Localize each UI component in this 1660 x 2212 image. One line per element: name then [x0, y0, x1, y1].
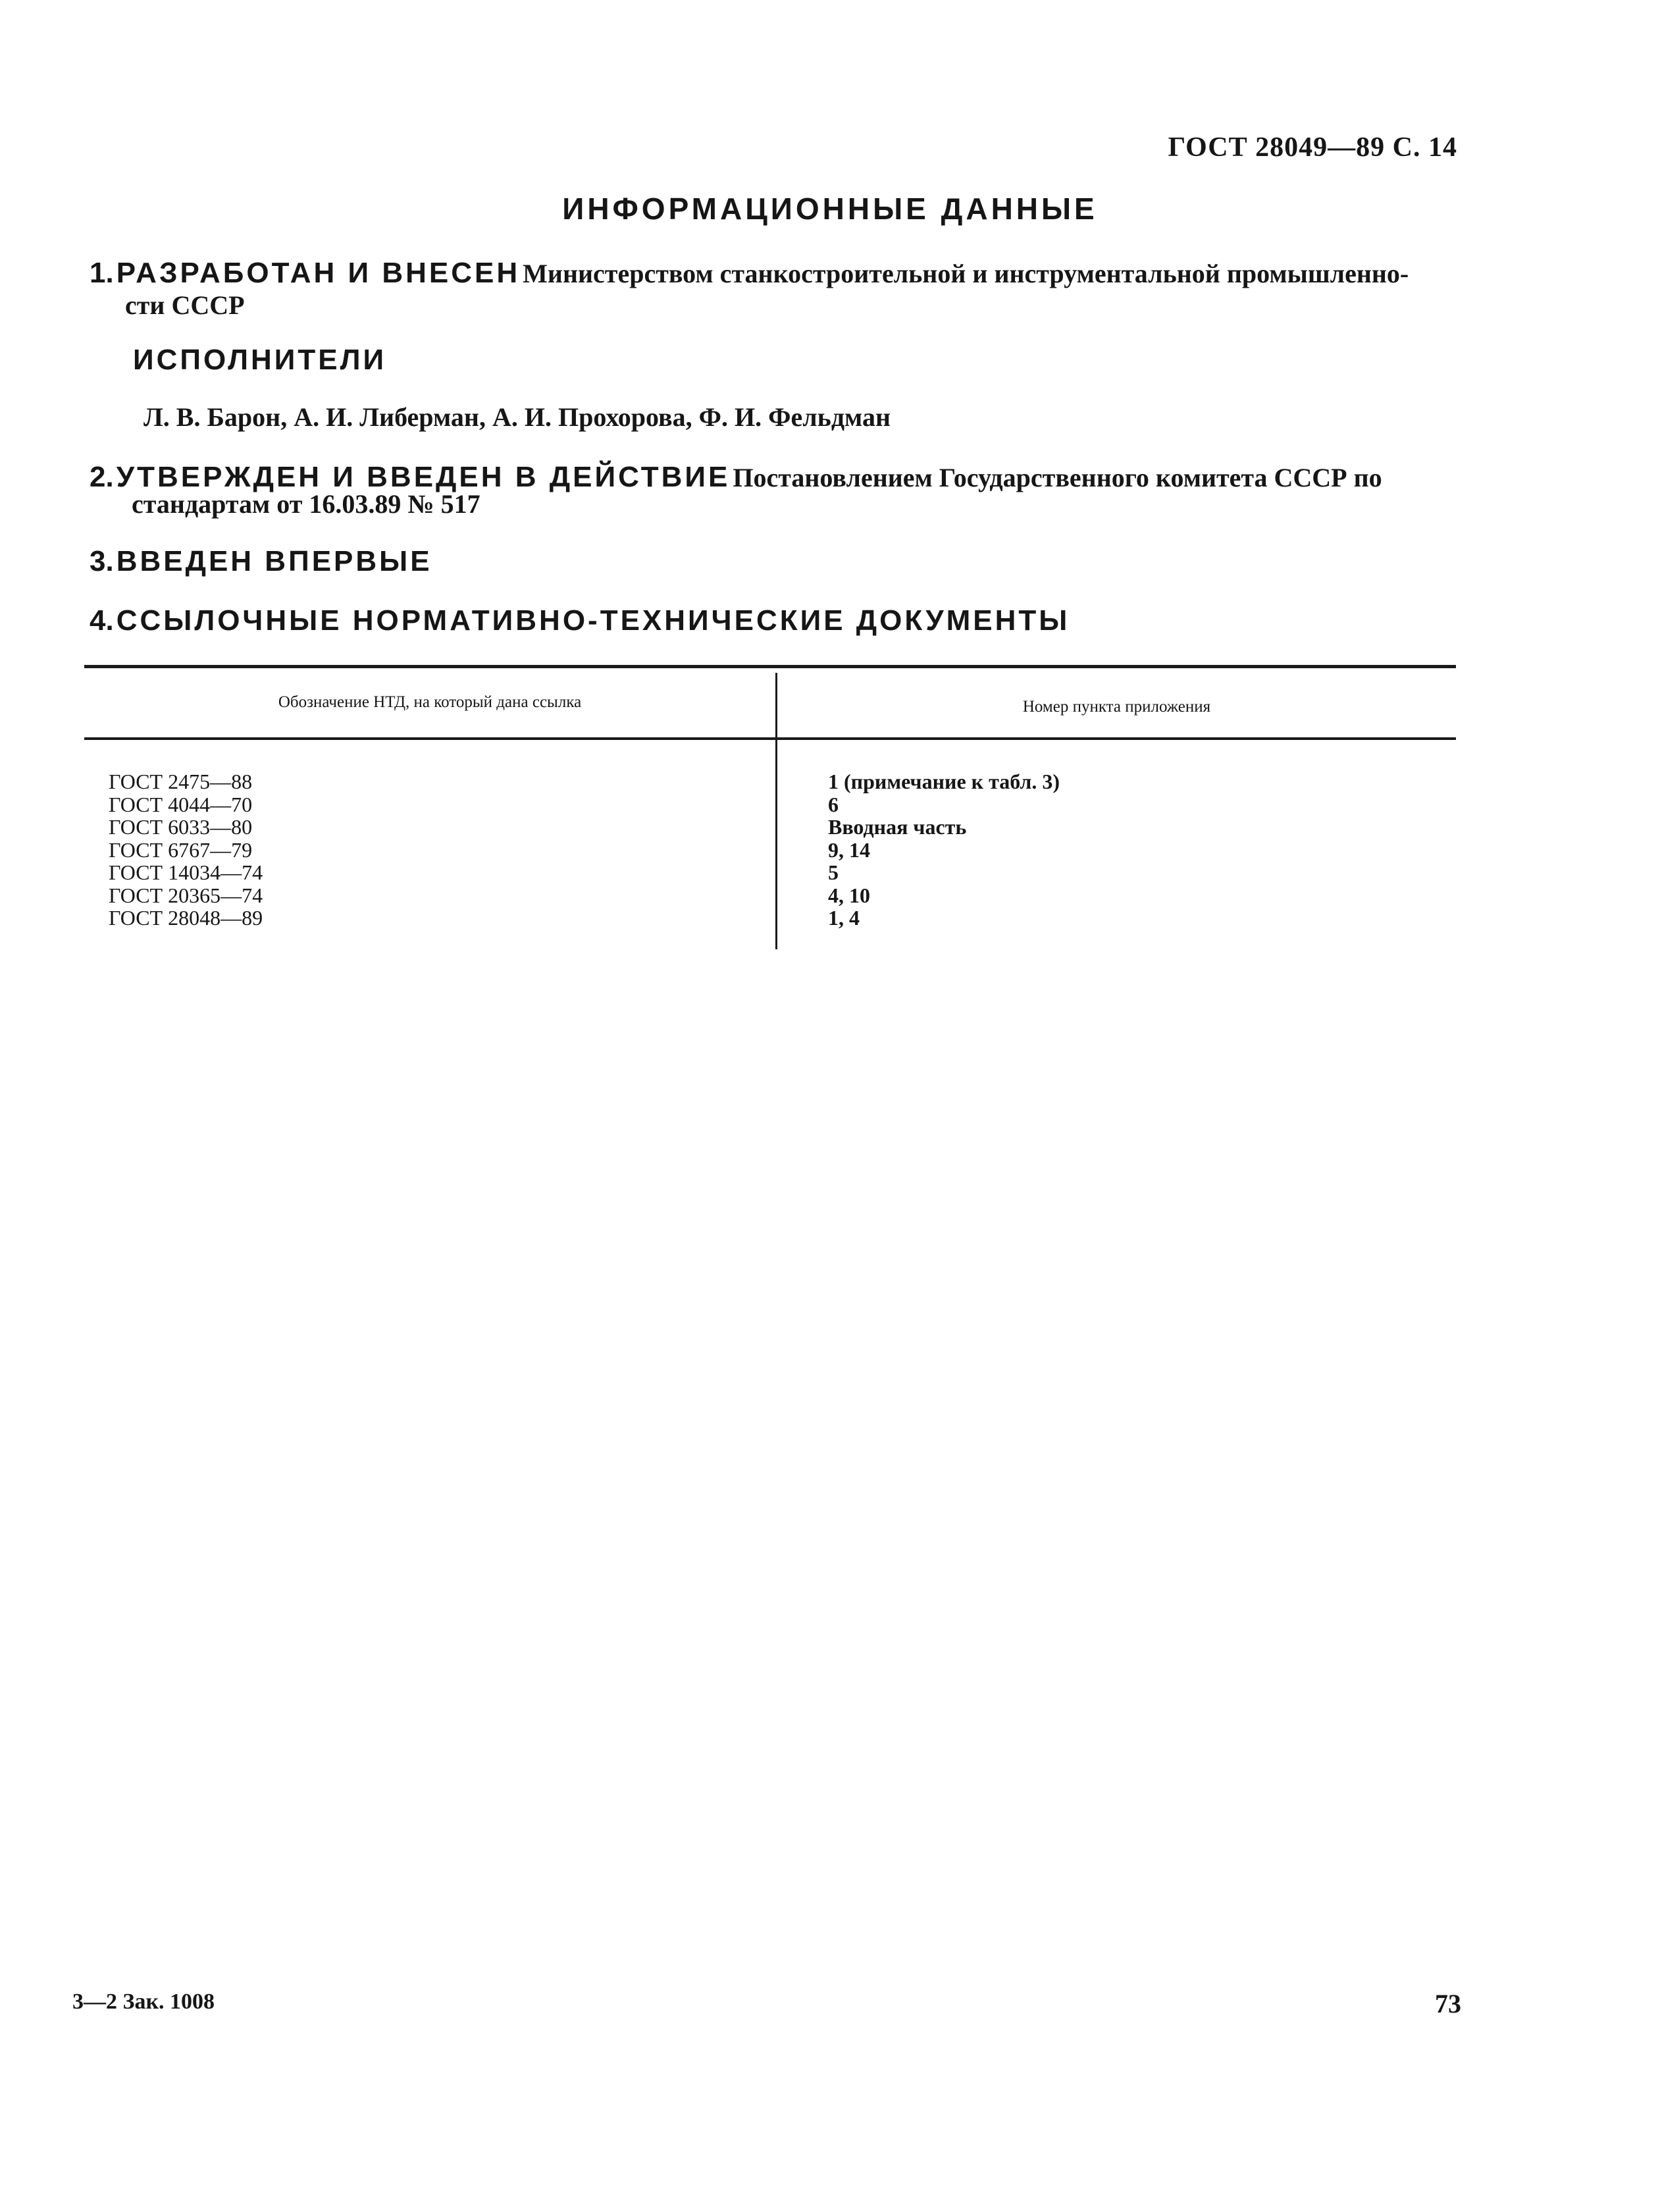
table-col-clauses	[828, 770, 1060, 930]
table-cell: ГОСТ 28048—89	[109, 906, 263, 930]
performers-names: Л. В. Барон, А. И. Либерман, А. И. Прохорова, Ф. И. Фельдман	[143, 402, 891, 432]
document-title: ИНФОРМАЦИОННЫЕ ДАННЫЕ	[562, 192, 1098, 226]
table-col-designations	[109, 770, 263, 930]
table-cell: ГОСТ 6033—80	[109, 815, 253, 839]
print-order-note: 3—2 Зак. 1008	[72, 1989, 215, 2014]
item-1-text-continuation: сти СССР	[125, 290, 245, 320]
item-1-number: 1.	[90, 257, 114, 289]
item-2-number: 2.	[90, 461, 114, 493]
table-cell: Вводная часть	[828, 815, 967, 839]
item-4	[90, 604, 1070, 637]
item-1-heading: РАЗРАБОТАН И ВНЕСЕН	[116, 257, 521, 289]
table-header-rule	[84, 737, 1456, 740]
table-cell: 1 (примечание к табл. 3)	[828, 770, 1060, 793]
table-top-rule	[84, 665, 1456, 668]
item-2-heading: УТВЕРЖДЕН И ВВЕДЕН В ДЕЙСТВИЕ	[116, 461, 731, 493]
page-number: 73	[1435, 1989, 1461, 2018]
page-reference: ГОСТ 28049—89 С. 14	[1168, 132, 1457, 163]
table-cell: ГОСТ 6767—79	[109, 837, 253, 862]
table-cell: 5	[828, 860, 839, 884]
item-4-number: 4.	[90, 604, 114, 637]
item-2-text: Постановлением Государственного комитета СССР по	[733, 463, 1382, 492]
table-cell: 6	[828, 792, 839, 816]
item-3	[90, 545, 432, 578]
item-4-heading: ССЫЛОЧНЫЕ НОРМАТИВНО-ТЕХНИЧЕСКИЕ ДОКУМЕНТЫ	[116, 604, 1070, 637]
item-1-text: Министерством станкостроительной и инструментальной промышленно-	[523, 259, 1409, 288]
table-cell: ГОСТ 4044—70	[109, 792, 253, 816]
table-cell: 9, 14	[828, 837, 870, 862]
table-cell: ГОСТ 20365—74	[109, 883, 263, 907]
item-3-heading: ВВЕДЕН ВПЕРВЫЕ	[116, 545, 432, 577]
table-cell: 4, 10	[828, 883, 870, 907]
performers-heading: ИСПОЛНИТЕЛИ	[133, 344, 387, 376]
item-1	[90, 257, 1409, 290]
table-cell: 1, 4	[828, 906, 860, 930]
item-3-number: 3.	[90, 545, 114, 577]
item-2-text-continuation: стандартам от 16.03.89 № 517	[132, 489, 480, 519]
table-header-col-1: Обозначение НТД, на который дана ссылка	[278, 693, 582, 711]
table-cell: ГОСТ 14034—74	[109, 860, 263, 884]
table-header-col-2: Номер пункта приложения	[1022, 698, 1211, 716]
table-cell: ГОСТ 2475—88	[109, 770, 253, 793]
